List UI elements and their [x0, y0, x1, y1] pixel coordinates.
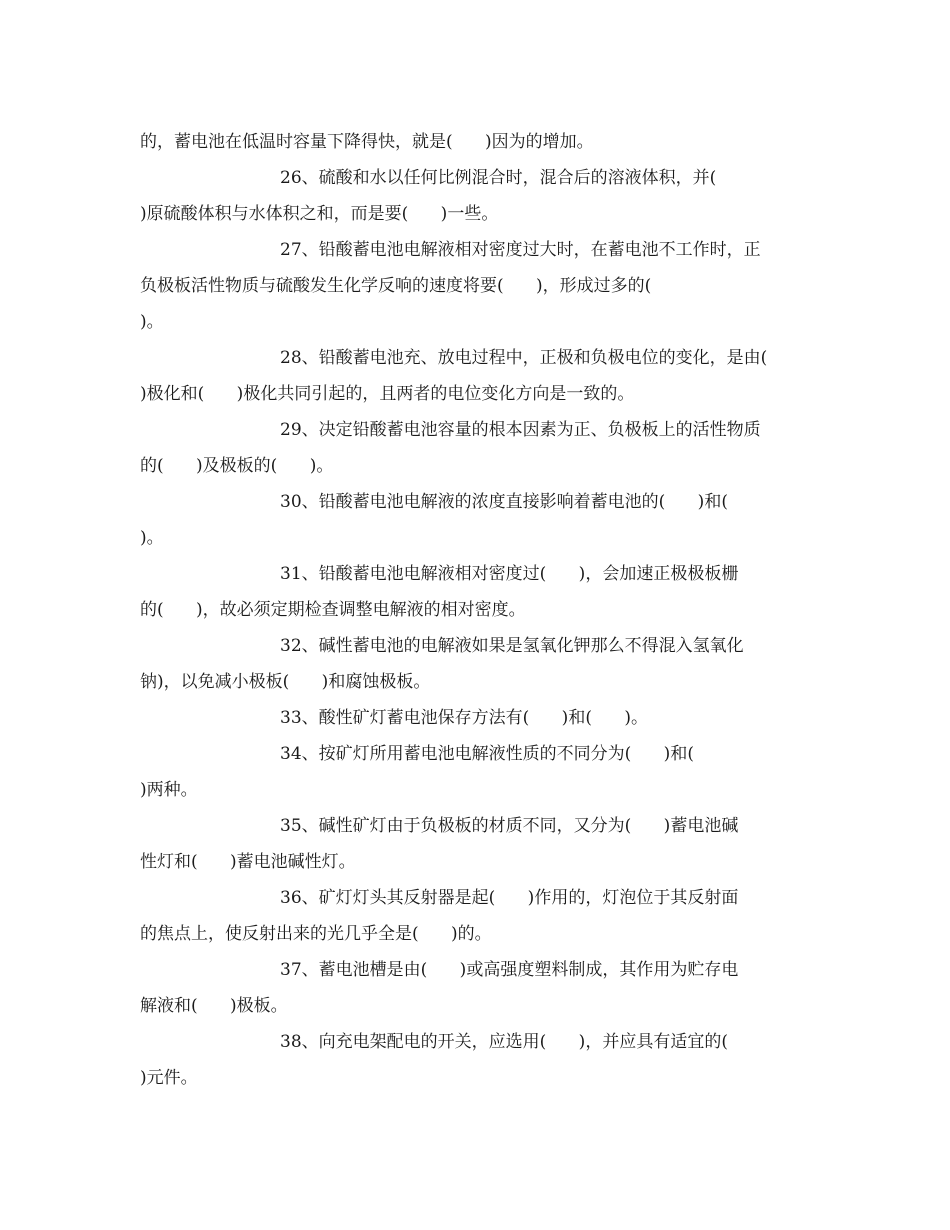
text-line: 钠)，以免减小极板( )和腐蚀极板。	[140, 672, 431, 692]
question-34: 34、按矿灯所用蓄电池电解液性质的不同分为( )和(	[280, 744, 694, 764]
question-36: 36、矿灯灯头其反射器是起( )作用的，灯泡位于其反射面	[280, 888, 739, 908]
question-27: 27、铅酸蓄电池电解液相对密度过大时，在蓄电池不工作时，正	[280, 240, 761, 260]
text-line: 性灯和( )蓄电池碱性灯。	[140, 852, 356, 872]
question-33: 33、酸性矿灯蓄电池保存方法有( )和( )。	[280, 708, 649, 728]
text-line: 的，蓄电池在低温时容量下降得快，就是( )因为的增加。	[140, 132, 594, 152]
text-line: 的( )及极板的( )。	[140, 456, 334, 476]
question-30: 30、铅酸蓄电池电解液的浓度直接影响着蓄电池的( )和(	[280, 492, 728, 512]
question-26: 26、硫酸和水以任何比例混合时，混合后的溶液体积，并(	[280, 168, 717, 188]
text-line: 负极板活性物质与硫酸发生化学反响的速度将要( )，形成过多的(	[140, 276, 652, 296]
text-line: )。	[140, 312, 164, 332]
text-line: )原硫酸体积与水体积之和，而是要( )一些。	[140, 204, 499, 224]
text-line: )极化和( )极化共同引起的，且两者的电位变化方向是一致的。	[140, 384, 635, 404]
question-38: 38、向充电架配电的开关，应选用( )，并应具有适宜的(	[280, 1032, 728, 1052]
question-35: 35、碱性矿灯由于负极板的材质不同，又分为( )蓄电池碱	[280, 816, 739, 836]
text-line: 解液和( )极板。	[140, 996, 288, 1016]
text-line: )两种。	[140, 780, 198, 800]
question-29: 29、决定铅酸蓄电池容量的根本因素为正、负极板上的活性物质	[280, 420, 761, 440]
text-line: 的焦点上，使反射出来的光几乎全是( )的。	[140, 924, 492, 944]
question-28: 28、铅酸蓄电池充、放电过程中，正极和负极电位的变化，是由(	[280, 348, 768, 368]
question-32: 32、碱性蓄电池的电解液如果是氢氧化钾那么不得混入氢氧化	[280, 636, 744, 656]
text-line: 的( )，故必须定期检查调整电解液的相对密度。	[140, 600, 526, 620]
question-37: 37、蓄电池槽是由( )或高强度塑料制成，其作用为贮存电	[280, 960, 739, 980]
question-31: 31、铅酸蓄电池电解液相对密度过( )，会加速正极极板栅	[280, 564, 739, 584]
text-line: )元件。	[140, 1068, 198, 1088]
text-line: )。	[140, 528, 164, 548]
